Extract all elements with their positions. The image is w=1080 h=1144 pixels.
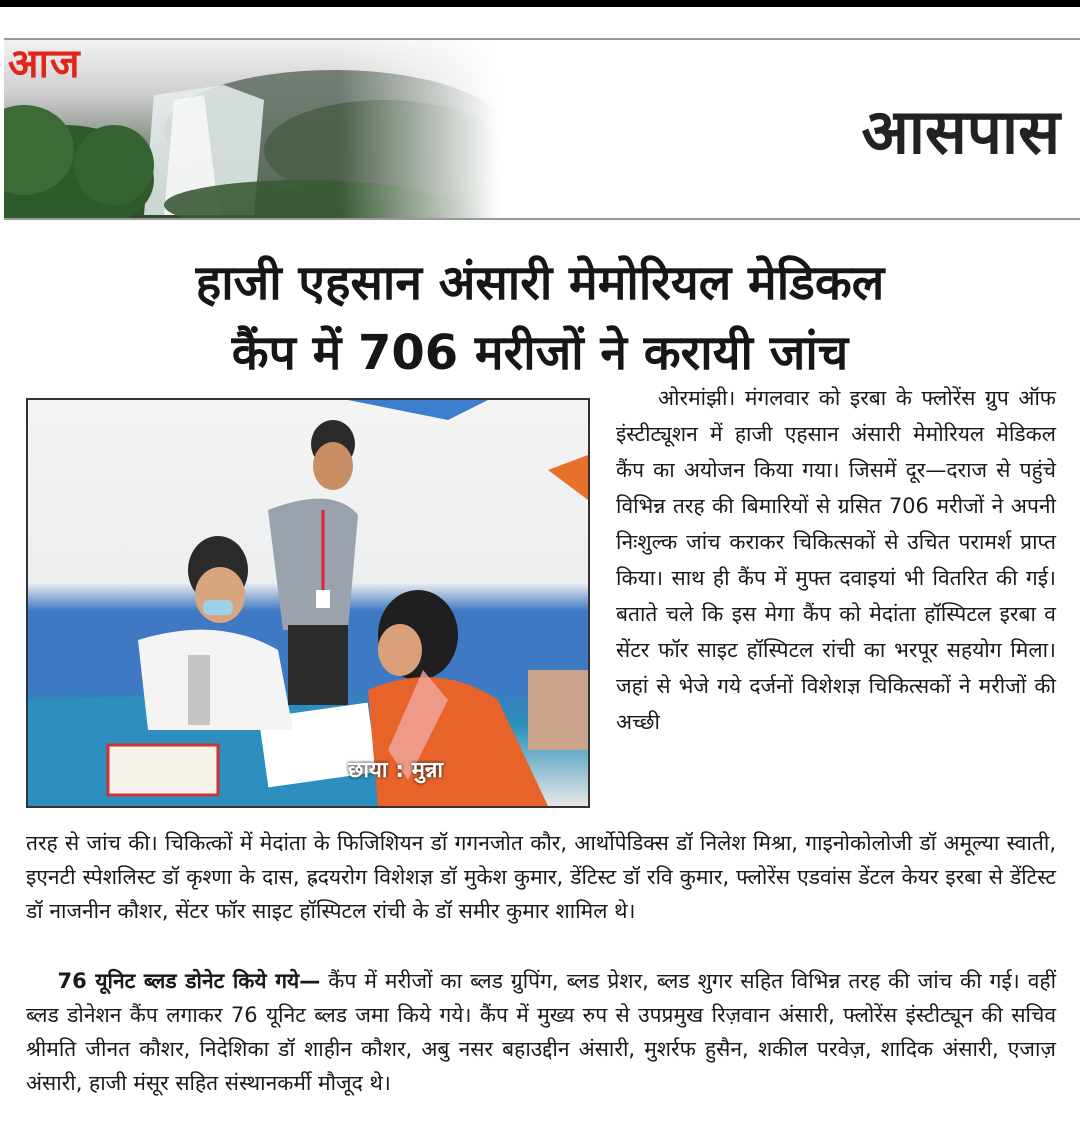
- banner-fade: [339, 40, 499, 218]
- top-border: [0, 0, 1080, 7]
- doctor-patient-illustration: [28, 400, 588, 806]
- headline: [30, 248, 1050, 388]
- medical-camp-photo: [26, 398, 590, 808]
- waterfall-banner-image: [4, 40, 499, 218]
- article-paragraph-1-continued: तरह से जांच की। चिकित्कों में मेदांता के फिजिशियन डॉ गगनजोत कौर, आर्थोपेडिक्स डॉ निलेश मिश्रा, गाइनोकोलोजी डॉ अमूल्या स्वाती, इएनटी स्पेशलिस्ट डॉ कृश्णा के दास, ह्रदयरोग विशेशज्ञ डॉ मुकेश कुमार, डेंटिस्ट डॉ रवि कुमार, फ्लोरेंस एडवांस डेंटल केयर इरबा से डेंटिस्ट डॉ नाजनीन कौशर, सेंटर फॉर साइट हॉस्पिटल रांची के डॉ समीर कुमार शामिल थे।: [26, 831, 1056, 923]
- article-text-1a: ओरमांझी। मंगलवार को इरबा के फ्लोरेंस ग्रुप ऑफ इंस्टीट्यूशन में हाजी एहसान अंसारी मेमोरियल मेडिकल कैंप का अयोजन किया गया। जिसमें दूर—दराज से पहुंचे विभिन्न तरह की बिमारियों से ग्रसित 706 मरीजों ने अपनी निःशुल्क जांच कराकर चिकित्सकों से उचित परामर्श प्राप्त किया। साथ ही कैंप में मुफ्त दवाइयां भी वितरित की गई। बताते चले कि इस मेगा कैंप को मेदांता हॉस्पिटल इरबा व सेंटर फॉर साइट हॉस्पिटल रांची का भरपूर सहयोग मिला। जहां से भेजे गये दर्जनों विशेशज्ञ चिकित्सकों ने मरीजों की अच्छी: [616, 386, 1056, 734]
- headline-line-2: कैंप में 706 मरीजों ने करायी जांच: [231, 325, 849, 381]
- headline-line-1: हाजी एहसान अंसारी मेमोरियल मेडिकल: [195, 255, 885, 311]
- article-text-2: कैंप में मरीजों का ब्लड ग्रुपिंग, ब्लड प्रेशर, ब्लड शुगर सहित विभिन्न तरह की जांच की गई। वहीं ब्लड डोनेशन कैंप लगाकर 76 यूनिट ब्लड जमा किये गये। कैंप में मुख्य रुप से उपप्रमुख रिज़वान अंसारी, फ्लोरेंस इंस्टीट्यून की सचिव श्रीमति जीनत कौशर, निदेशिका डॉ शाहीन कौशर, अबु नसर बहाउद्दीन अंसारी, मुशर्रफ हुसैन, शकील परवेज़, शादिक अंसारी, एजाज़ अंसारी, हाजी मंसूर सहित संस्थानकर्मी मौजूद थे।: [26, 969, 1057, 1095]
- masthead: [4, 38, 1080, 220]
- article-subhead: 76 यूनिट ब्लड डोनेट किये गये—: [57, 969, 321, 993]
- aaj-logo: आज: [8, 41, 81, 87]
- section-title: आसपास: [861, 95, 1060, 168]
- article-paragraph-1-column: [616, 380, 1056, 740]
- photo-credit: छाया : मुन्ना: [348, 758, 444, 783]
- article-paragraph-2: [26, 964, 1056, 1100]
